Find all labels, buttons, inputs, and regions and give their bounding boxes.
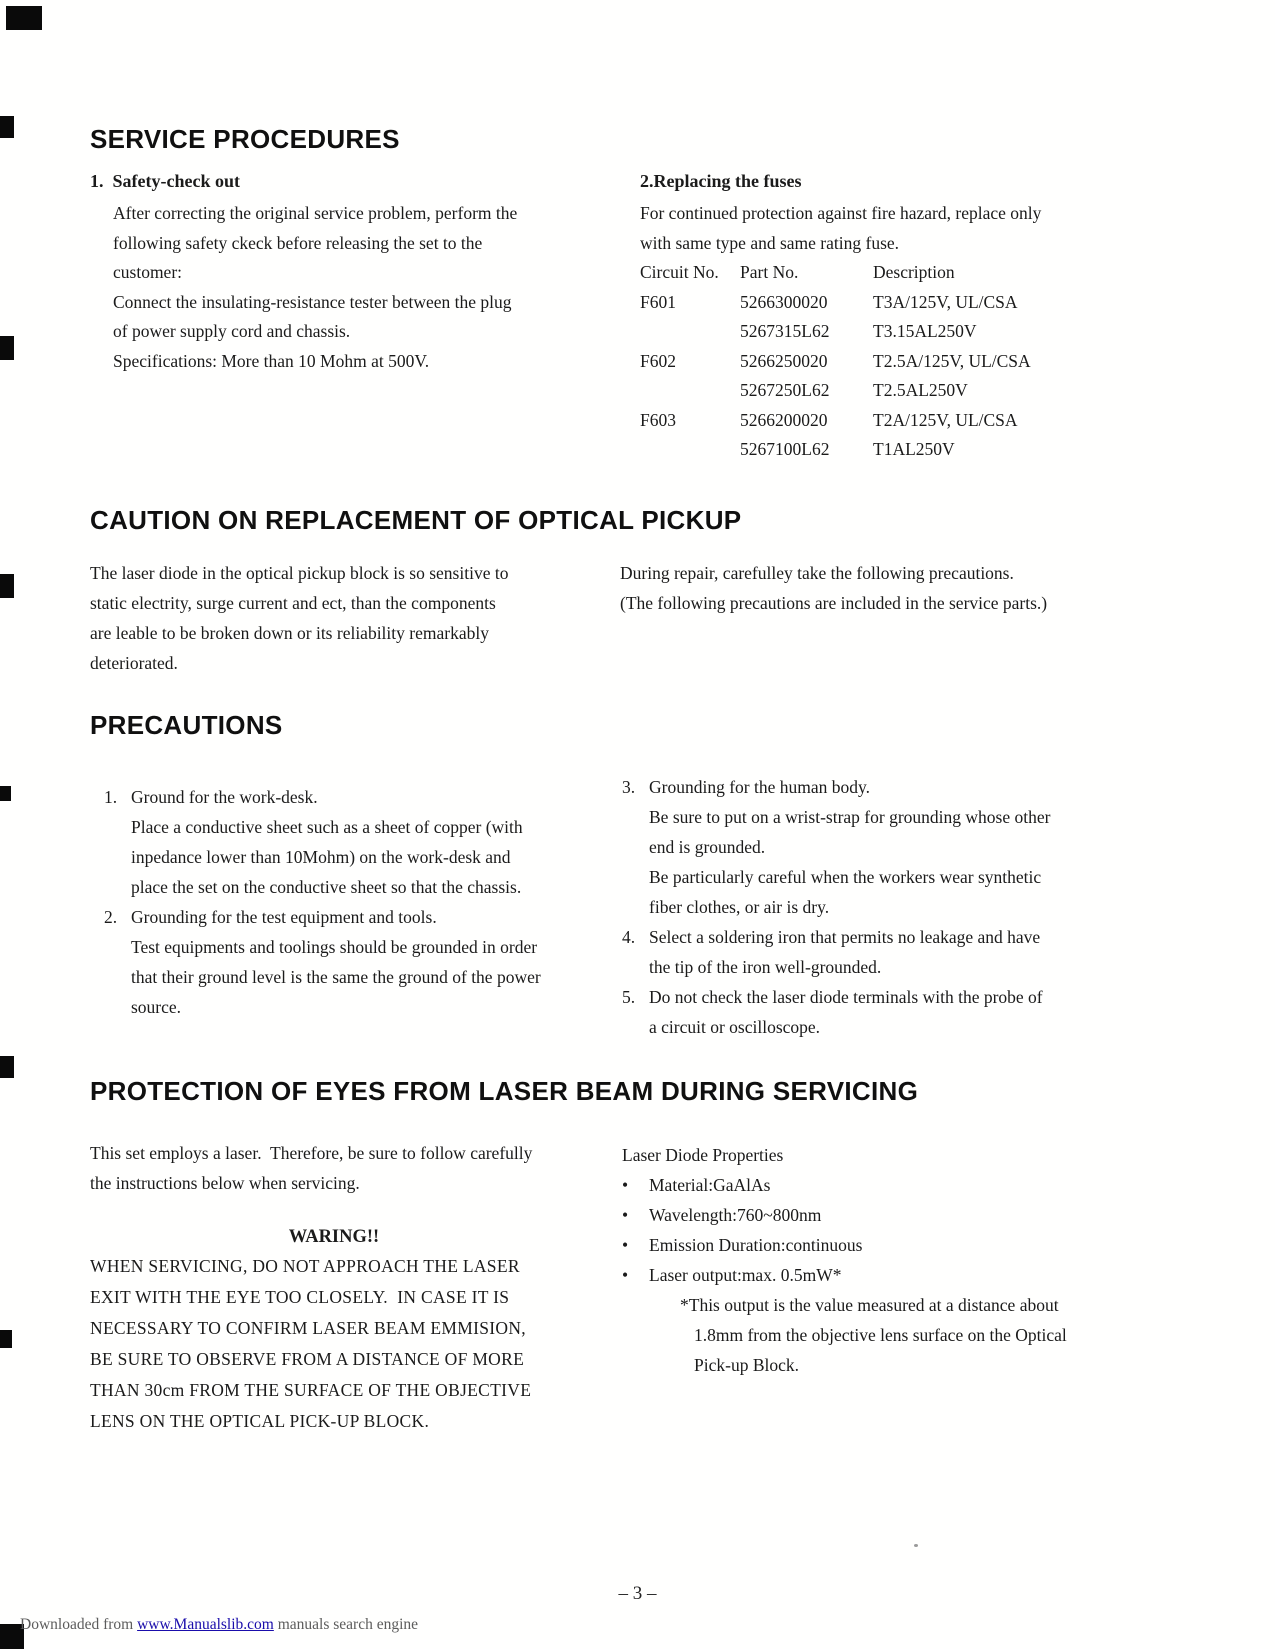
fuse-table <box>640 258 1120 465</box>
list-number <box>104 842 131 872</box>
fuse-circuit-no: F602 <box>640 350 676 371</box>
scan-artifact <box>0 786 11 801</box>
fuse-part-no: 5266200020 <box>740 409 828 430</box>
fuse-description: T3A/125V, UL/CSA <box>873 291 1018 312</box>
caution-left-column <box>90 558 590 678</box>
text-line: Specifications: More than 10 Mohm at 500V. <box>113 350 430 371</box>
list-text: Wavelength:760~800nm <box>649 1205 822 1225</box>
precaution-line <box>622 892 1112 922</box>
fuse-table-row <box>640 406 1120 436</box>
fuse-description: T2A/125V, UL/CSA <box>873 409 1018 430</box>
service-procedures-title: SERVICE PROCEDURES <box>90 124 400 154</box>
text-line: EXIT WITH THE EYE TOO CLOSELY. IN CASE IT IS <box>90 1287 510 1307</box>
text-line: LENS ON THE OPTICAL PICK-UP BLOCK. <box>90 1411 430 1431</box>
list-text: that their ground level is the same the ground of the power <box>131 967 541 987</box>
text-line: customer: <box>113 262 183 282</box>
text-line: with same type and same rating fuse. <box>640 232 900 253</box>
fuse-table-row <box>640 347 1120 377</box>
precaution-line <box>622 802 1112 832</box>
scan-artifact <box>0 116 14 138</box>
text-line: During repair, carefulley take the following precautions. <box>620 563 1014 583</box>
list-number: 4. <box>622 927 636 947</box>
fuse-col-header-part: Part No. <box>740 262 799 282</box>
list-number <box>104 962 131 992</box>
laser-intro <box>90 1138 578 1198</box>
text-line: Connect the insulating-resistance tester between the plug <box>113 291 512 312</box>
fuse-col-header-circuit: Circuit No. <box>640 262 719 282</box>
precautions-title: PRECAUTIONS <box>90 710 283 740</box>
laser-left-column <box>90 1138 578 1437</box>
list-number: 2. <box>104 907 118 927</box>
precaution-line <box>104 872 599 902</box>
fuse-table-row <box>640 317 1120 347</box>
text-line: of power supply cord and chassis. <box>113 321 351 341</box>
fuse-table-row <box>640 376 1120 406</box>
list-text: Be sure to put on a wrist-strap for grounding whose other <box>649 807 1051 827</box>
replacing-fuses-intro <box>640 199 1120 258</box>
list-number <box>104 872 131 902</box>
list-text: end is grounded. <box>649 837 766 857</box>
manualslib-link[interactable]: www.Manualslib.com <box>137 1616 274 1633</box>
text-line: static electrity, surge current and ect, than the components <box>90 593 496 613</box>
laser-property-line <box>622 1260 1102 1290</box>
fuse-circuit-no <box>640 376 740 406</box>
fuse-part-no: 5266300020 <box>740 291 828 312</box>
text-line: (The following precautions are included in the service parts.) <box>620 593 1048 613</box>
text-line: the instructions below when servicing. <box>90 1173 360 1193</box>
scan-artifact <box>0 574 14 598</box>
list-text: a circuit or oscilloscope. <box>649 1017 821 1037</box>
text-line: This set employs a laser. Therefore, be sure to follow carefully <box>90 1143 533 1163</box>
text-line: deteriorated. <box>90 653 178 673</box>
caution-title: CAUTION ON REPLACEMENT OF OPTICAL PICKUP <box>90 505 742 535</box>
list-text: Place a conductive sheet such as a sheet of copper (with <box>131 817 523 837</box>
caution-right-column <box>620 558 1130 618</box>
text-line: are leable to be broken down or its reliability remarkably <box>90 623 489 643</box>
list-text: Test equipments and toolings should be grounded in order <box>131 937 538 957</box>
laser-property-line <box>622 1230 1102 1260</box>
precaution-line <box>622 1012 1112 1042</box>
text-line: THAN 30cm FROM THE SURFACE OF THE OBJECTIVE <box>90 1380 532 1400</box>
list-text: Material:GaAlAs <box>649 1175 771 1195</box>
text-line: WHEN SERVICING, DO NOT APPROACH THE LASER <box>90 1256 520 1276</box>
text-line: After correcting the original service problem, perform the <box>113 203 518 223</box>
list-text: place the set on the conductive sheet so that the chassis. <box>131 877 522 897</box>
text-line: Pick-up Block. <box>694 1355 799 1375</box>
list-text: Grounding for the test equipment and tools. <box>131 907 437 927</box>
footer-suffix: manuals search engine <box>273 1616 419 1633</box>
list-number <box>622 862 649 892</box>
list-number: 5. <box>622 987 636 1007</box>
fuse-part-no: 5267315L62 <box>740 321 830 341</box>
list-text: Ground for the work-desk. <box>131 787 318 807</box>
scan-artifact <box>0 1330 12 1348</box>
text-line: *This output is the value measured at a distance about <box>680 1295 1059 1315</box>
laser-property-line <box>622 1170 1102 1200</box>
bullet-icon: • <box>622 1265 629 1285</box>
text-line: NECESSARY TO CONFIRM LASER BEAM EMMISION, <box>90 1318 526 1338</box>
replacing-fuses-heading: 2.Replacing the fuses <box>640 171 802 191</box>
precaution-line <box>104 842 599 872</box>
fuse-description: T3.15AL250V <box>873 321 977 341</box>
footer-prefix: Downloaded from <box>20 1616 138 1633</box>
list-text: inpedance lower than 10Mohm) on the work-desk and <box>131 847 511 867</box>
fuse-circuit-no <box>640 435 740 465</box>
list-text: source. <box>131 997 182 1017</box>
list-number <box>622 802 649 832</box>
text-line: following safety ckeck before releasing the set to the <box>113 232 483 253</box>
list-number <box>104 932 131 962</box>
fuse-description: T2.5AL250V <box>873 380 968 400</box>
scan-speck <box>914 1544 918 1547</box>
safety-checkout-heading: 1. Safety-check out <box>90 171 240 191</box>
precaution-line <box>104 812 599 842</box>
list-text: the tip of the iron well-grounded. <box>649 957 882 977</box>
list-number <box>622 892 649 922</box>
laser-output-note <box>622 1290 1102 1380</box>
list-text: Grounding for the human body. <box>649 777 870 797</box>
scan-artifact <box>0 336 14 360</box>
text-line: 1.8mm from the objective lens surface on the Optical <box>694 1325 1067 1345</box>
list-text: Be particularly careful when the workers wear synthetic <box>649 867 1042 887</box>
laser-protection-title: PROTECTION OF EYES FROM LASER BEAM DURING SERVICING <box>90 1076 919 1106</box>
warning-body <box>90 1251 578 1437</box>
precaution-line <box>622 952 1112 982</box>
precaution-line <box>622 772 1112 802</box>
precautions-left-column <box>104 782 599 1022</box>
list-number <box>622 952 649 982</box>
list-text: Do not check the laser diode terminals with the probe of <box>649 987 1043 1007</box>
precaution-line <box>104 932 599 962</box>
laser-properties-list <box>622 1170 1102 1290</box>
replacing-fuses-section <box>640 166 1120 465</box>
precaution-line <box>104 992 599 1022</box>
precaution-line <box>104 962 599 992</box>
scan-artifact <box>6 6 42 30</box>
text-line: The laser diode in the optical pickup block is so sensitive to <box>90 563 509 583</box>
fuse-table-body <box>640 288 1120 465</box>
safety-checkout-body <box>90 199 595 376</box>
warning-heading: WARING!! <box>288 1227 380 1247</box>
page-number: – 3 – <box>618 1583 657 1604</box>
precaution-line <box>104 782 599 812</box>
fuse-col-header-description: Description <box>873 262 955 282</box>
fuse-part-no: 5266250020 <box>740 350 828 371</box>
list-number <box>104 812 131 842</box>
laser-properties-heading: Laser Diode Properties <box>622 1145 784 1165</box>
list-number: 1. <box>104 787 118 807</box>
safety-checkout-section <box>90 166 595 376</box>
list-number <box>104 992 131 1022</box>
precautions-right-column <box>622 772 1112 1042</box>
precaution-line <box>622 862 1112 892</box>
list-text: Emission Duration:continuous <box>649 1235 863 1255</box>
footer-watermark <box>20 1616 418 1634</box>
fuse-table-row <box>640 435 1120 465</box>
list-text: Laser output:max. 0.5mW* <box>649 1265 842 1285</box>
laser-property-line <box>622 1200 1102 1230</box>
laser-right-column <box>622 1140 1102 1380</box>
bullet-icon: • <box>622 1175 629 1195</box>
list-text: fiber clothes, or air is dry. <box>649 897 830 917</box>
fuse-table-header-row <box>640 258 1120 288</box>
precaution-line <box>622 982 1112 1012</box>
scan-artifact <box>0 1056 14 1078</box>
bullet-icon: • <box>622 1205 629 1225</box>
precaution-line <box>622 832 1112 862</box>
fuse-circuit-no <box>640 317 740 347</box>
bullet-icon: • <box>622 1235 629 1255</box>
fuse-description: T1AL250V <box>873 439 955 459</box>
fuse-table-row <box>640 288 1120 318</box>
list-number <box>622 832 649 862</box>
list-text: Select a soldering iron that permits no leakage and have <box>649 927 1041 947</box>
fuse-circuit-no: F603 <box>640 409 676 430</box>
text-line: BE SURE TO OBSERVE FROM A DISTANCE OF MORE <box>90 1349 525 1369</box>
text-line: For continued protection against fire hazard, replace only <box>640 203 1042 223</box>
precaution-line <box>622 922 1112 952</box>
fuse-part-no: 5267250L62 <box>740 380 830 400</box>
fuse-circuit-no: F601 <box>640 291 676 312</box>
fuse-description: T2.5A/125V, UL/CSA <box>873 350 1031 371</box>
precaution-line <box>104 902 599 932</box>
fuse-part-no: 5267100L62 <box>740 439 830 459</box>
list-number: 3. <box>622 777 636 797</box>
list-number <box>622 1012 649 1042</box>
